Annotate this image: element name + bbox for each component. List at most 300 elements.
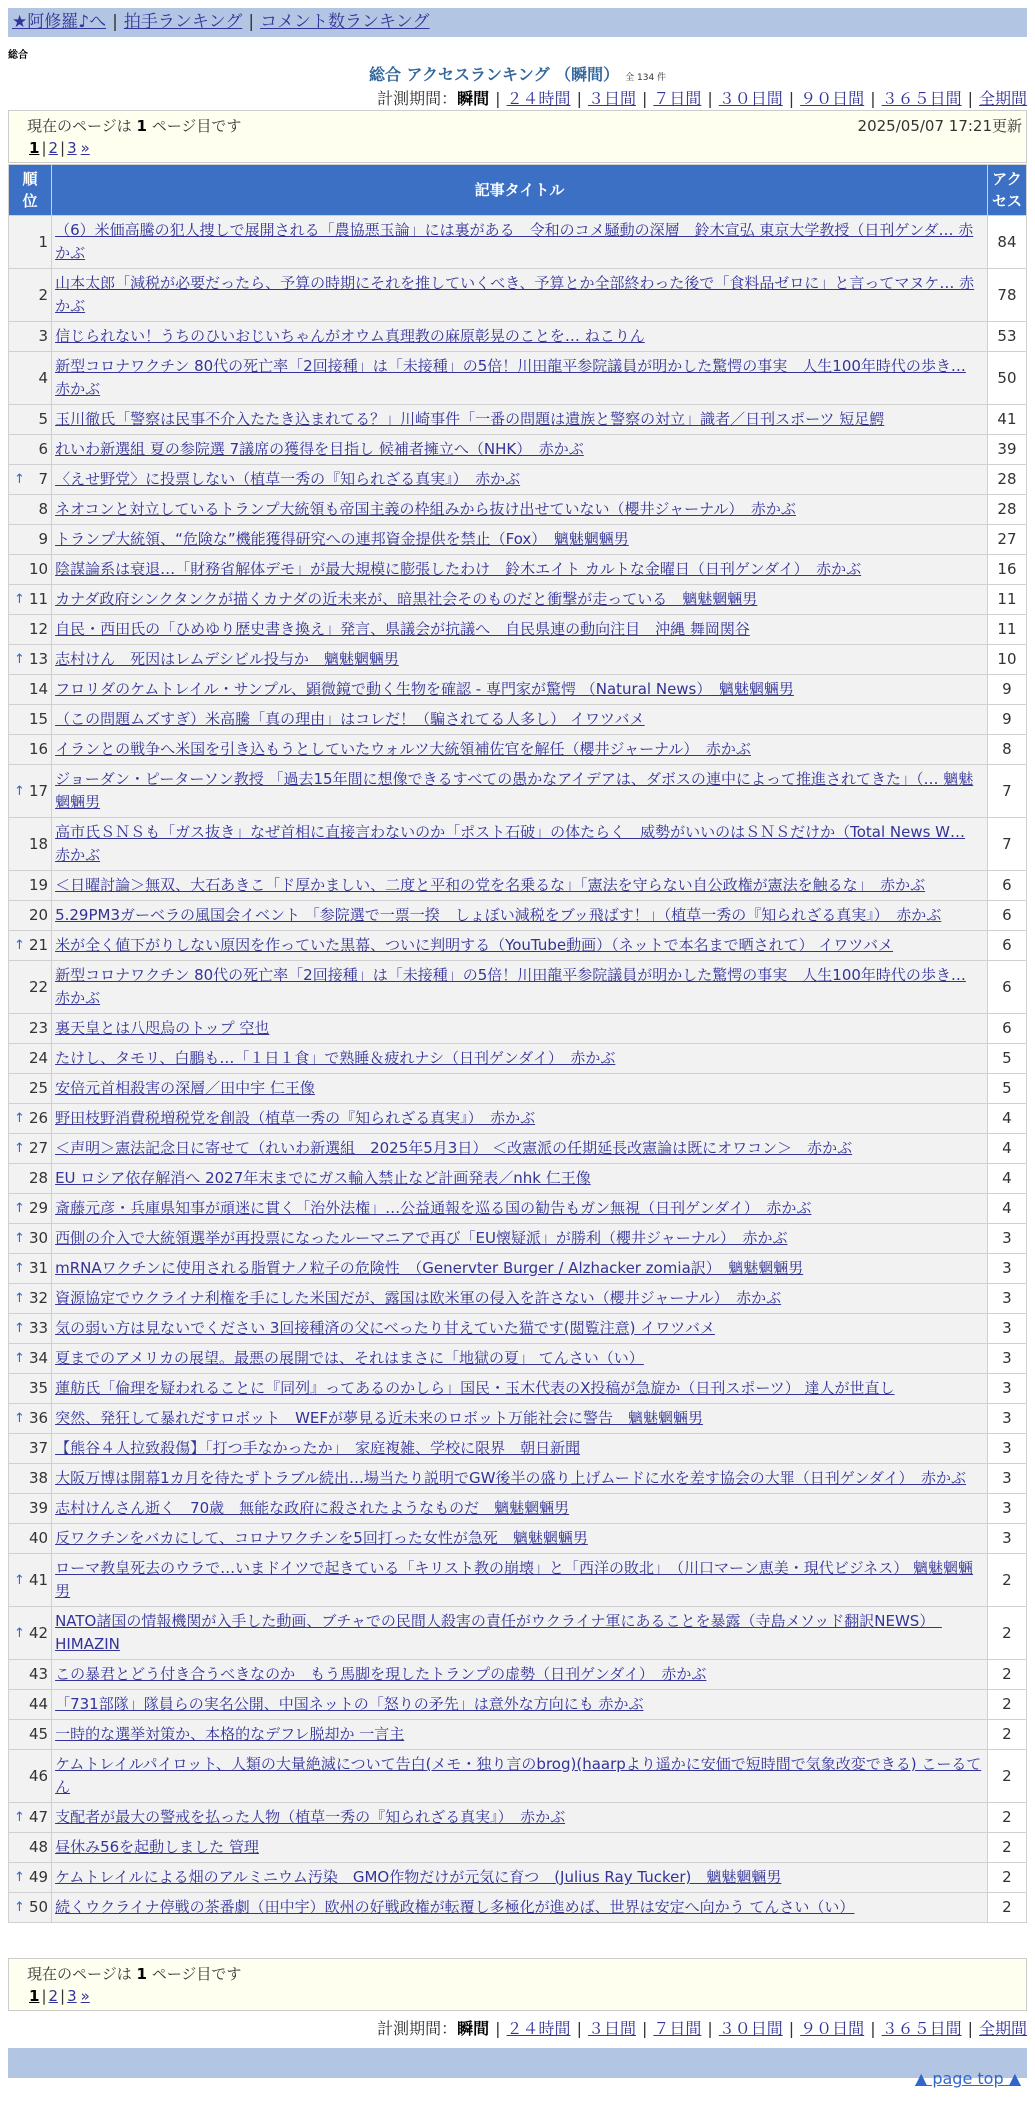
article-link[interactable]: ジョーダン・ピーターソン教授 「過去15年間に想像できるすべての愚かなアイデアは、ダボスの連中によって推進されてきた」（… 魑魅魍魎男: [55, 770, 974, 811]
article-link[interactable]: この暴君とどう付き合うべきなのか もう馬脚を現したトランプの虚勢（日刊ゲンダイ） 赤かぶ: [55, 1665, 707, 1683]
rank-number: 18: [28, 834, 49, 853]
title-cell: [52, 1284, 987, 1313]
rank-number: 13: [28, 650, 49, 668]
rank-up-arrow-icon: ↑: [14, 1411, 25, 1426]
rank-number: 15: [28, 710, 49, 728]
period-separator: |: [788, 2019, 795, 2038]
title-cell: [52, 1690, 987, 1719]
rank-number: 30: [28, 1229, 49, 1247]
access-count: 16: [988, 555, 1026, 584]
rank-cell: [9, 615, 51, 644]
pager-page-link[interactable]: 2: [48, 1987, 59, 2005]
article-link[interactable]: 支配者が最大の警戒を払った人物（植草一秀の『知られざる真実』） 赤かぶ: [55, 1808, 566, 1826]
table-row: [9, 1494, 1026, 1523]
rank-cell: [9, 216, 51, 268]
access-count: 5: [988, 1074, 1026, 1103]
access-count: 2: [988, 1660, 1026, 1689]
rank-cell: [9, 1607, 51, 1659]
rank-number: 44: [28, 1695, 49, 1713]
access-count: 4: [988, 1134, 1026, 1163]
rank-number: 31: [28, 1259, 49, 1277]
period-option[interactable]: ２４時間: [506, 2019, 571, 2038]
header-rank: 順位: [9, 165, 51, 215]
access-count: 2: [988, 1893, 1026, 1922]
rank-cell: [9, 1833, 51, 1862]
article-link[interactable]: ネオコンと対立しているトランプ大統領も帝国主義の枠組みから抜け出せていない（櫻井ジャーナル） 赤かぶ: [55, 500, 796, 518]
period-option[interactable]: 全期間: [978, 2019, 1027, 2038]
rank-up-arrow-icon: ↑: [14, 1810, 25, 1825]
period-option[interactable]: ７日間: [653, 2019, 702, 2038]
access-count: 28: [988, 495, 1026, 524]
article-link[interactable]: （6）米価高騰の犯人捜しで展開される「農協悪玉論」には裏がある 令和のコメ騒動の深層 鈴木宣弘 東京大学教授（日刊ゲンダ… 赤かぶ: [55, 221, 974, 262]
pager-page-link[interactable]: 1: [29, 1987, 40, 2005]
pager-page-link[interactable]: 3: [67, 139, 77, 157]
title-cell: [52, 961, 987, 1013]
current-page-text: 現在のページは 1 ページ目です: [27, 117, 242, 135]
rank-up-arrow-icon: ↑: [14, 1572, 25, 1588]
access-count: 2: [988, 1607, 1026, 1659]
rank-up-arrow-icon: ↑: [14, 1321, 25, 1336]
access-count: 3: [988, 1524, 1026, 1553]
pager-next[interactable]: »: [80, 139, 90, 157]
access-count: 3: [988, 1464, 1026, 1493]
article-link[interactable]: 志村けんさん逝く 70歳 無能な政府に殺されたようなものだ 魑魅魍魎男: [55, 1499, 570, 1517]
ranking-table: [8, 164, 1027, 1923]
access-count: 9: [988, 705, 1026, 734]
title-cell: [52, 465, 987, 494]
access-count: 3: [988, 1374, 1026, 1403]
period-option[interactable]: 全期間: [978, 89, 1027, 108]
table-row: [9, 352, 1026, 404]
page-top-link[interactable]: ▲ page top ▲: [914, 2069, 1021, 2088]
access-count: 2: [988, 1554, 1026, 1606]
table-row: [9, 525, 1026, 554]
rank-cell: [9, 675, 51, 704]
period-selector-top: [377, 86, 1027, 109]
access-count: 2: [988, 1833, 1026, 1862]
table-row: [9, 1344, 1026, 1373]
article-link[interactable]: ＜声明＞憲法記念日に寄せて（れいわ新選組 2025年5月3日） ＜改憲派の任期延長改憲論は既にオワコン＞ 赤かぶ: [55, 1139, 853, 1157]
rank-cell: [9, 1524, 51, 1553]
article-link[interactable]: 蓮舫氏「倫理を疑われることに『同列』ってあるのかしら」国民・玉木代表のX投稿が急旋か（日刊スポーツ） 達人が世直し: [55, 1379, 895, 1397]
rank-cell: [9, 1074, 51, 1103]
rank-cell: [9, 871, 51, 900]
rank-number: 22: [28, 977, 49, 996]
access-count: 6: [988, 901, 1026, 930]
period-option[interactable]: ２４時間: [506, 89, 571, 108]
table-row: [9, 585, 1026, 614]
rank-number: 16: [28, 740, 49, 758]
article-link[interactable]: 気の弱い方は見ないでください 3回接種済の父にべったり甘えていた猫です(閲覧注意) イワツバメ: [55, 1319, 715, 1337]
article-link[interactable]: イランとの戦争へ米国を引き込もうとしていたウォルツ大統領補佐官を解任（櫻井ジャーナル） 赤かぶ: [55, 740, 751, 758]
title-cell: [52, 735, 987, 764]
period-option[interactable]: ３０日間: [718, 89, 783, 108]
rank-cell: [9, 1893, 51, 1922]
table-row: [9, 615, 1026, 644]
rank-number: 39: [28, 1499, 49, 1517]
period-option[interactable]: ７日間: [653, 89, 702, 108]
article-link[interactable]: フロリダのケムトレイル・サンプル、顕微鏡で動く生物を確認 - 専門家が驚愕 （Natural News） 魑魅魍魎男: [55, 680, 794, 698]
nav-separator: |: [112, 12, 118, 32]
access-count: 2: [988, 1690, 1026, 1719]
title-cell: [52, 705, 987, 734]
table-row: [9, 269, 1026, 321]
access-count: 5: [988, 1044, 1026, 1073]
rank-number: 8: [38, 500, 49, 518]
article-link[interactable]: 高市氏ＳＮＳも「ガス抜き」なぜ首相に直接言わないのか「ポスト石破」の体たらく 威勢がいいのはＳＮＳだけか（Total News W… 赤かぶ: [55, 823, 966, 864]
rank-cell: [9, 1164, 51, 1193]
table-row: [9, 465, 1026, 494]
title-cell: [52, 1194, 987, 1223]
article-link[interactable]: ローマ教皇死去のウラで…いまドイツで起きている「キリスト教の崩壊」と「西洋の敗北」 （川口マーン恵美・現代ビジネス） 魑魅魍魎男: [55, 1559, 974, 1600]
pager-page-link[interactable]: 2: [48, 139, 59, 157]
access-count: 11: [988, 585, 1026, 614]
table-row: [9, 1014, 1026, 1043]
rank-number: 28: [28, 1169, 49, 1187]
rank-cell: [9, 555, 51, 584]
title-cell: [52, 1254, 987, 1283]
access-count: 6: [988, 931, 1026, 960]
title-cell: [52, 1554, 987, 1606]
rank-cell: [9, 405, 51, 434]
article-link[interactable]: 斎藤元彦・兵庫県知事が頑迷に貫く「治外法権」…公益通報を巡る国の勧告もガン無視（日刊ゲンダイ） 赤かぶ: [55, 1199, 812, 1217]
rank-number: 2: [38, 285, 49, 304]
title-cell: [52, 1524, 987, 1553]
rank-number: 46: [28, 1766, 49, 1785]
article-link[interactable]: 続くウクライナ停戦の茶番劇（田中宇）欧州の好戦政権が転覆し多極化が進めば、世界は安定へ向かう てんさい（い）: [55, 1898, 855, 1916]
table-row: [9, 1863, 1026, 1892]
table-row: [9, 1134, 1026, 1163]
pager-separator: |: [41, 1987, 47, 2005]
article-link[interactable]: 資源協定でウクライナ利権を手にした米国だが、露国は欧米軍の侵入を許さない（櫻井ジャーナル） 赤かぶ: [55, 1289, 782, 1307]
page-top-link-wrap: [915, 2069, 1021, 2088]
rank-number: 9: [38, 530, 49, 548]
rank-up-arrow-icon: ↑: [14, 783, 25, 799]
rank-number: 45: [28, 1725, 49, 1743]
table-row: [9, 675, 1026, 704]
rank-cell: [9, 1014, 51, 1043]
article-link[interactable]: 夏までのアメリカの展望。最悪の展開では、それはまさに「地獄の夏」 てんさい（い）: [55, 1349, 644, 1367]
access-count: 8: [988, 735, 1026, 764]
access-count: 27: [988, 525, 1026, 554]
article-link[interactable]: ケムトレイルパイロット、人類の大量絶滅について告白(メモ・独り言のbrog)(haarpより遥かに安価で短時間で気象改変できる) こーるてん: [55, 1755, 982, 1796]
title-cell: [52, 1014, 987, 1043]
rank-up-arrow-icon: ↑: [14, 1231, 25, 1246]
rank-cell: [9, 1863, 51, 1892]
article-link[interactable]: 野田枝野消費税増税党を創設（植草一秀の『知られざる真実』） 赤かぶ: [55, 1109, 536, 1127]
category-label: 総合: [8, 50, 28, 61]
access-count: 3: [988, 1224, 1026, 1253]
table-row: [9, 1524, 1026, 1553]
period-option[interactable]: ３日間: [587, 2019, 636, 2038]
rank-number: 32: [28, 1289, 49, 1307]
article-link[interactable]: カナダ政府シンクタンクが描くカナダの近未来が、暗黒社会そのものだと衝撃が走っている 魑魅魍魎男: [55, 590, 758, 608]
table-row: [9, 1833, 1026, 1862]
article-link[interactable]: 玉川徹氏「警察は民事不介入たたき込まれてる？」川崎事件「一番の問題は遺族と警察の対立」識者／日刊スポーツ 短足鰐: [55, 410, 885, 428]
access-count: 50: [988, 352, 1026, 404]
rank-cell: [9, 585, 51, 614]
table-row: [9, 1104, 1026, 1133]
access-count: 2: [988, 1803, 1026, 1832]
access-count: 39: [988, 435, 1026, 464]
nav-clap-ranking[interactable]: 拍手ランキング: [123, 12, 243, 32]
table-row: [9, 735, 1026, 764]
rank-cell: [9, 322, 51, 351]
access-count: 7: [988, 765, 1026, 817]
article-link[interactable]: 新型コロナワクチン 80代の死亡率「2回接種」は「未接種」の5倍！川田龍平参院議員が明かした驚愕の事実 人生100年時代の歩き… 赤かぶ: [55, 966, 966, 1007]
table-row: [9, 1607, 1026, 1659]
access-count: 53: [988, 322, 1026, 351]
table-row: [9, 1284, 1026, 1313]
title-cell: [52, 435, 987, 464]
title-cell: [52, 352, 987, 404]
period-separator: |: [870, 89, 876, 108]
access-count: 3: [988, 1434, 1026, 1463]
title-cell: [52, 555, 987, 584]
nav-asyura-home[interactable]: ★阿修羅♪へ: [12, 12, 107, 32]
rank-number: 24: [28, 1049, 49, 1067]
article-link[interactable]: 突然、発狂して暴れだすロボット WEFが夢見る近未来のロボット万能社会に警告 魑魅魍魎男: [55, 1409, 704, 1427]
rank-number: 19: [28, 876, 49, 894]
rank-up-arrow-icon: ↑: [14, 1261, 25, 1276]
rank-up-arrow-icon: ↑: [14, 1111, 25, 1126]
table-row: [9, 931, 1026, 960]
article-link[interactable]: 裏天皇とは八咫烏のトップ 空也: [55, 1019, 270, 1037]
rank-number: 50: [28, 1898, 49, 1916]
period-option: 瞬間: [457, 89, 490, 108]
access-count: 78: [988, 269, 1026, 321]
period-option[interactable]: ３０日間: [718, 2019, 783, 2038]
access-count: 10: [988, 645, 1026, 674]
rank-up-arrow-icon: ↑: [14, 938, 25, 953]
rank-up-arrow-icon: ↑: [14, 592, 25, 607]
title-cell: [52, 1750, 987, 1802]
rank-cell: [9, 705, 51, 734]
rank-cell: [9, 352, 51, 404]
article-link[interactable]: 自民・西田氏の「ひめゆり歴史書き換え」発言、県議会が抗議へ 自民県連の動向注目 沖縄 舞岡関谷: [55, 620, 750, 638]
rank-cell: [9, 1690, 51, 1719]
period-separator: |: [576, 2019, 582, 2038]
rank-number: 5: [38, 410, 49, 428]
title-cell: [52, 1374, 987, 1403]
pager-next[interactable]: »: [80, 1987, 90, 2005]
page-info-bottom: [8, 1958, 1027, 2011]
period-separator: |: [967, 89, 973, 108]
pager-page-link[interactable]: 1: [29, 139, 40, 157]
rank-cell: [9, 269, 51, 321]
rank-cell: [9, 961, 51, 1013]
access-count: 7: [988, 818, 1026, 870]
rank-number: 35: [28, 1379, 49, 1397]
rank-cell: [9, 931, 51, 960]
pager-bottom: [27, 1987, 92, 2005]
period-separator: |: [576, 89, 582, 108]
rank-cell: [9, 1254, 51, 1283]
rank-up-arrow-icon: ↑: [14, 1291, 25, 1306]
total-count: 全 134 件: [625, 73, 667, 83]
rank-cell: [9, 1044, 51, 1073]
article-link[interactable]: 新型コロナワクチン 80代の死亡率「2回接種」は「未接種」の5倍！川田龍平参院議員が明かした驚愕の事実 人生100年時代の歩き… 赤かぶ: [55, 357, 966, 398]
rank-cell: [9, 1404, 51, 1433]
period-separator: |: [495, 2019, 501, 2038]
access-count: 3: [988, 1284, 1026, 1313]
table-row: [9, 1044, 1026, 1073]
article-link[interactable]: 西側の介入で大統領選挙が再投票になったルーマニアで再び「EU懐疑派」が勝利（櫻井ジャーナル） 赤かぶ: [55, 1229, 788, 1247]
article-link[interactable]: 陰謀論系は衰退…「財務省解体デモ」が最大規模に膨張したわけ 鈴木エイト カルトな金曜日（日刊ゲンダイ） 赤かぶ: [55, 560, 862, 578]
rank-number: 20: [28, 906, 49, 924]
table-row: [9, 1194, 1026, 1223]
period-separator: |: [641, 89, 648, 108]
rank-cell: [9, 1720, 51, 1749]
table-row: [9, 765, 1026, 817]
top-nav-bar: [8, 8, 1027, 37]
rank-number: 17: [28, 781, 49, 800]
rank-cell: [9, 1554, 51, 1606]
rank-number: 21: [28, 936, 49, 954]
period-option[interactable]: ９０日間: [800, 89, 865, 108]
table-header-row: [9, 165, 1026, 215]
rank-cell: [9, 1284, 51, 1313]
title-cell: [52, 1803, 987, 1832]
rank-cell: [9, 1344, 51, 1373]
title-cell: [52, 1720, 987, 1749]
rank-number: 42: [28, 1623, 49, 1642]
rank-number: 36: [28, 1409, 49, 1427]
access-count: 3: [988, 1494, 1026, 1523]
article-link[interactable]: たけし、タモリ、白鵬も…「１日１食」で熟睡＆疲れナシ（日刊ゲンダイ） 赤かぶ: [55, 1049, 616, 1067]
article-link[interactable]: 信じられない！うちのひいおじいちゃんがオウム真理教の麻原彰晃のことを… ねこりん: [55, 327, 645, 345]
rank-up-arrow-icon: ↑: [14, 1141, 25, 1156]
nav-comment-ranking[interactable]: コメント数ランキング: [260, 12, 430, 32]
table-row: [9, 1690, 1026, 1719]
table-row: [9, 1074, 1026, 1103]
article-link[interactable]: 昼休み56を起動しました 管理: [55, 1838, 259, 1856]
period-option[interactable]: ９０日間: [800, 2019, 865, 2038]
rank-cell: [9, 1750, 51, 1802]
article-link[interactable]: 志村けん 死因はレムデシビル投与か 魑魅魍魎男: [55, 650, 399, 668]
article-link[interactable]: 【熊谷４人拉致殺傷】「打つ手なかったか」 家庭複雑、学校に限界 朝日新聞: [55, 1439, 581, 1457]
access-count: 6: [988, 871, 1026, 900]
title-cell: [52, 1404, 987, 1433]
table-row: [9, 901, 1026, 930]
rank-cell: [9, 765, 51, 817]
access-count: 9: [988, 675, 1026, 704]
rank-number: 1: [38, 232, 49, 251]
article-link[interactable]: mRNAワクチンに使用される脂質ナノ粒子の危険性 （Genervter Burger / Alzhacker zomia訳） 魑魅魍魎男: [55, 1259, 804, 1277]
access-count: 2: [988, 1750, 1026, 1802]
pager-page-link[interactable]: 3: [67, 1987, 77, 2005]
access-count: 3: [988, 1344, 1026, 1373]
article-link[interactable]: 米が全く値下がりしない原因を作っていた黒幕、ついに判明する（YouTube動画）（ネットで本名まで晒されて） イワツバメ: [55, 936, 894, 954]
article-link[interactable]: EU ロシア依存解消へ 2027年末までにガス輸入禁止など計画発表／nhk 仁王像: [55, 1169, 591, 1187]
article-link[interactable]: （この問題ムズすぎ）米高騰「真の理由」はコレだ！（騙されてる人多し） イワツバメ: [55, 710, 645, 728]
title-cell: [52, 1464, 987, 1493]
title-cell: [52, 1044, 987, 1073]
rank-cell: [9, 1194, 51, 1223]
title-cell: [52, 585, 987, 614]
title-cell: [52, 645, 987, 674]
rank-cell: [9, 1464, 51, 1493]
rank-number: 4: [38, 368, 49, 387]
article-link[interactable]: ケムトレイルによる畑のアルミニウム汚染 GMO作物だけが元気に育つ (Julius Ray Tucker) 魑魅魍魎男: [55, 1868, 782, 1886]
table-row: [9, 322, 1026, 351]
rank-cell: [9, 1434, 51, 1463]
article-link[interactable]: トランプ大統領、“危険な”機能獲得研究への連邦資金提供を禁止（Fox） 魑魅魍魎男: [55, 530, 629, 548]
access-count: 2: [988, 1720, 1026, 1749]
article-link[interactable]: 反ワクチンをバカにして、コロナワクチンを5回打った女性が急死 魑魅魍魎男: [55, 1529, 588, 1547]
period-option[interactable]: ３日間: [587, 89, 636, 108]
table-row: [9, 1434, 1026, 1463]
access-count: 4: [988, 1104, 1026, 1133]
rank-up-arrow-icon: ↑: [14, 1201, 25, 1216]
article-link[interactable]: 一時的な選挙対策か、本格的なデフレ脱却か 一言主: [55, 1725, 405, 1743]
rank-cell: [9, 495, 51, 524]
period-selector-bottom: [377, 2016, 1027, 2039]
article-link[interactable]: 安倍元首相殺害の深層／田中宇 仁王像: [55, 1079, 315, 1097]
period-option: 瞬間: [457, 2019, 490, 2038]
rank-number: 11: [28, 590, 49, 608]
period-option[interactable]: ３６５日間: [881, 2019, 962, 2038]
rank-number: 38: [28, 1469, 49, 1487]
access-count: 6: [988, 961, 1026, 1013]
rank-up-arrow-icon: ↑: [14, 472, 25, 487]
rank-number: 14: [28, 680, 49, 698]
rank-number: 33: [28, 1319, 49, 1337]
table-row: [9, 1893, 1026, 1922]
title-cell: [52, 322, 987, 351]
page-title-text: 総合 アクセスランキング （瞬間）: [368, 65, 620, 84]
updated-timestamp: 2025/05/07 17:21更新: [857, 117, 1022, 135]
rank-number: 43: [28, 1665, 49, 1683]
rank-cell: [9, 1803, 51, 1832]
rank-cell: [9, 818, 51, 870]
table-row: [9, 1254, 1026, 1283]
rank-number: 26: [28, 1109, 49, 1127]
rank-cell: [9, 1374, 51, 1403]
access-count: 84: [988, 216, 1026, 268]
table-row: [9, 555, 1026, 584]
table-row: [9, 435, 1026, 464]
title-cell: [52, 1494, 987, 1523]
table-row: [9, 1374, 1026, 1403]
rank-number: 37: [28, 1439, 49, 1457]
rank-up-arrow-icon: ↑: [14, 1625, 25, 1641]
article-link[interactable]: れいわ新選組 夏の参院選 7議席の獲得を目指し 候補者擁立へ（NHK） 赤かぶ: [55, 440, 584, 458]
rank-number: 34: [28, 1349, 49, 1367]
access-count: 41: [988, 405, 1026, 434]
article-link[interactable]: 大阪万博は開幕1カ月を待たずトラブル続出…場当たり説明でGW後半の盛り上げムードに水を差す協会の大罪（日刊ゲンダイ） 赤かぶ: [55, 1469, 967, 1487]
table-row: [9, 405, 1026, 434]
article-link[interactable]: 「731部隊」隊員らの実名公開、中国ネットの「怒りの矛先」は意外な方向にも 赤かぶ: [55, 1695, 644, 1713]
article-link[interactable]: NATO諸国の情報機関が入手した動画、ブチャでの民間人殺害の責任がウクライナ軍にあることを暴露（寺島メソッド翻訳NEWS） HIMAZIN: [55, 1612, 942, 1653]
access-count: 3: [988, 1404, 1026, 1433]
bottom-bar: [8, 2048, 1027, 2078]
period-option[interactable]: ３６５日間: [881, 89, 962, 108]
rank-cell: [9, 1224, 51, 1253]
article-link[interactable]: ＜日曜討論＞無双、大石あきこ「ド厚かましい、二度と平和の党を名乗るな」「憲法を守らない自公政権が憲法を触るな」 赤かぶ: [55, 876, 926, 894]
article-link[interactable]: 山本太郎「減税が必要だったら、予算の時期にそれを推していくべき、予算とか全部終わった後で「食料品ゼロに」と言ってマヌケ… 赤かぶ: [55, 274, 975, 315]
title-cell: [52, 1134, 987, 1163]
table-row: [9, 705, 1026, 734]
table-row: [9, 1314, 1026, 1343]
access-count: 4: [988, 1194, 1026, 1223]
article-link[interactable]: 〈えせ野党〉に投票しない（植草一秀の『知られざる真実』） 赤かぶ: [55, 470, 521, 488]
article-link[interactable]: 5.29PM3ガーベラの風国会イベント 「参院選で一票一揆 しょぼい減税をブッ飛ばす！」（植草一秀の『知られざる真実』） 赤かぶ: [55, 906, 942, 924]
rank-number: 29: [28, 1199, 49, 1217]
pager-top: [27, 139, 92, 157]
period-separator: |: [788, 89, 795, 108]
header-title: 記事タイトル: [52, 165, 987, 215]
